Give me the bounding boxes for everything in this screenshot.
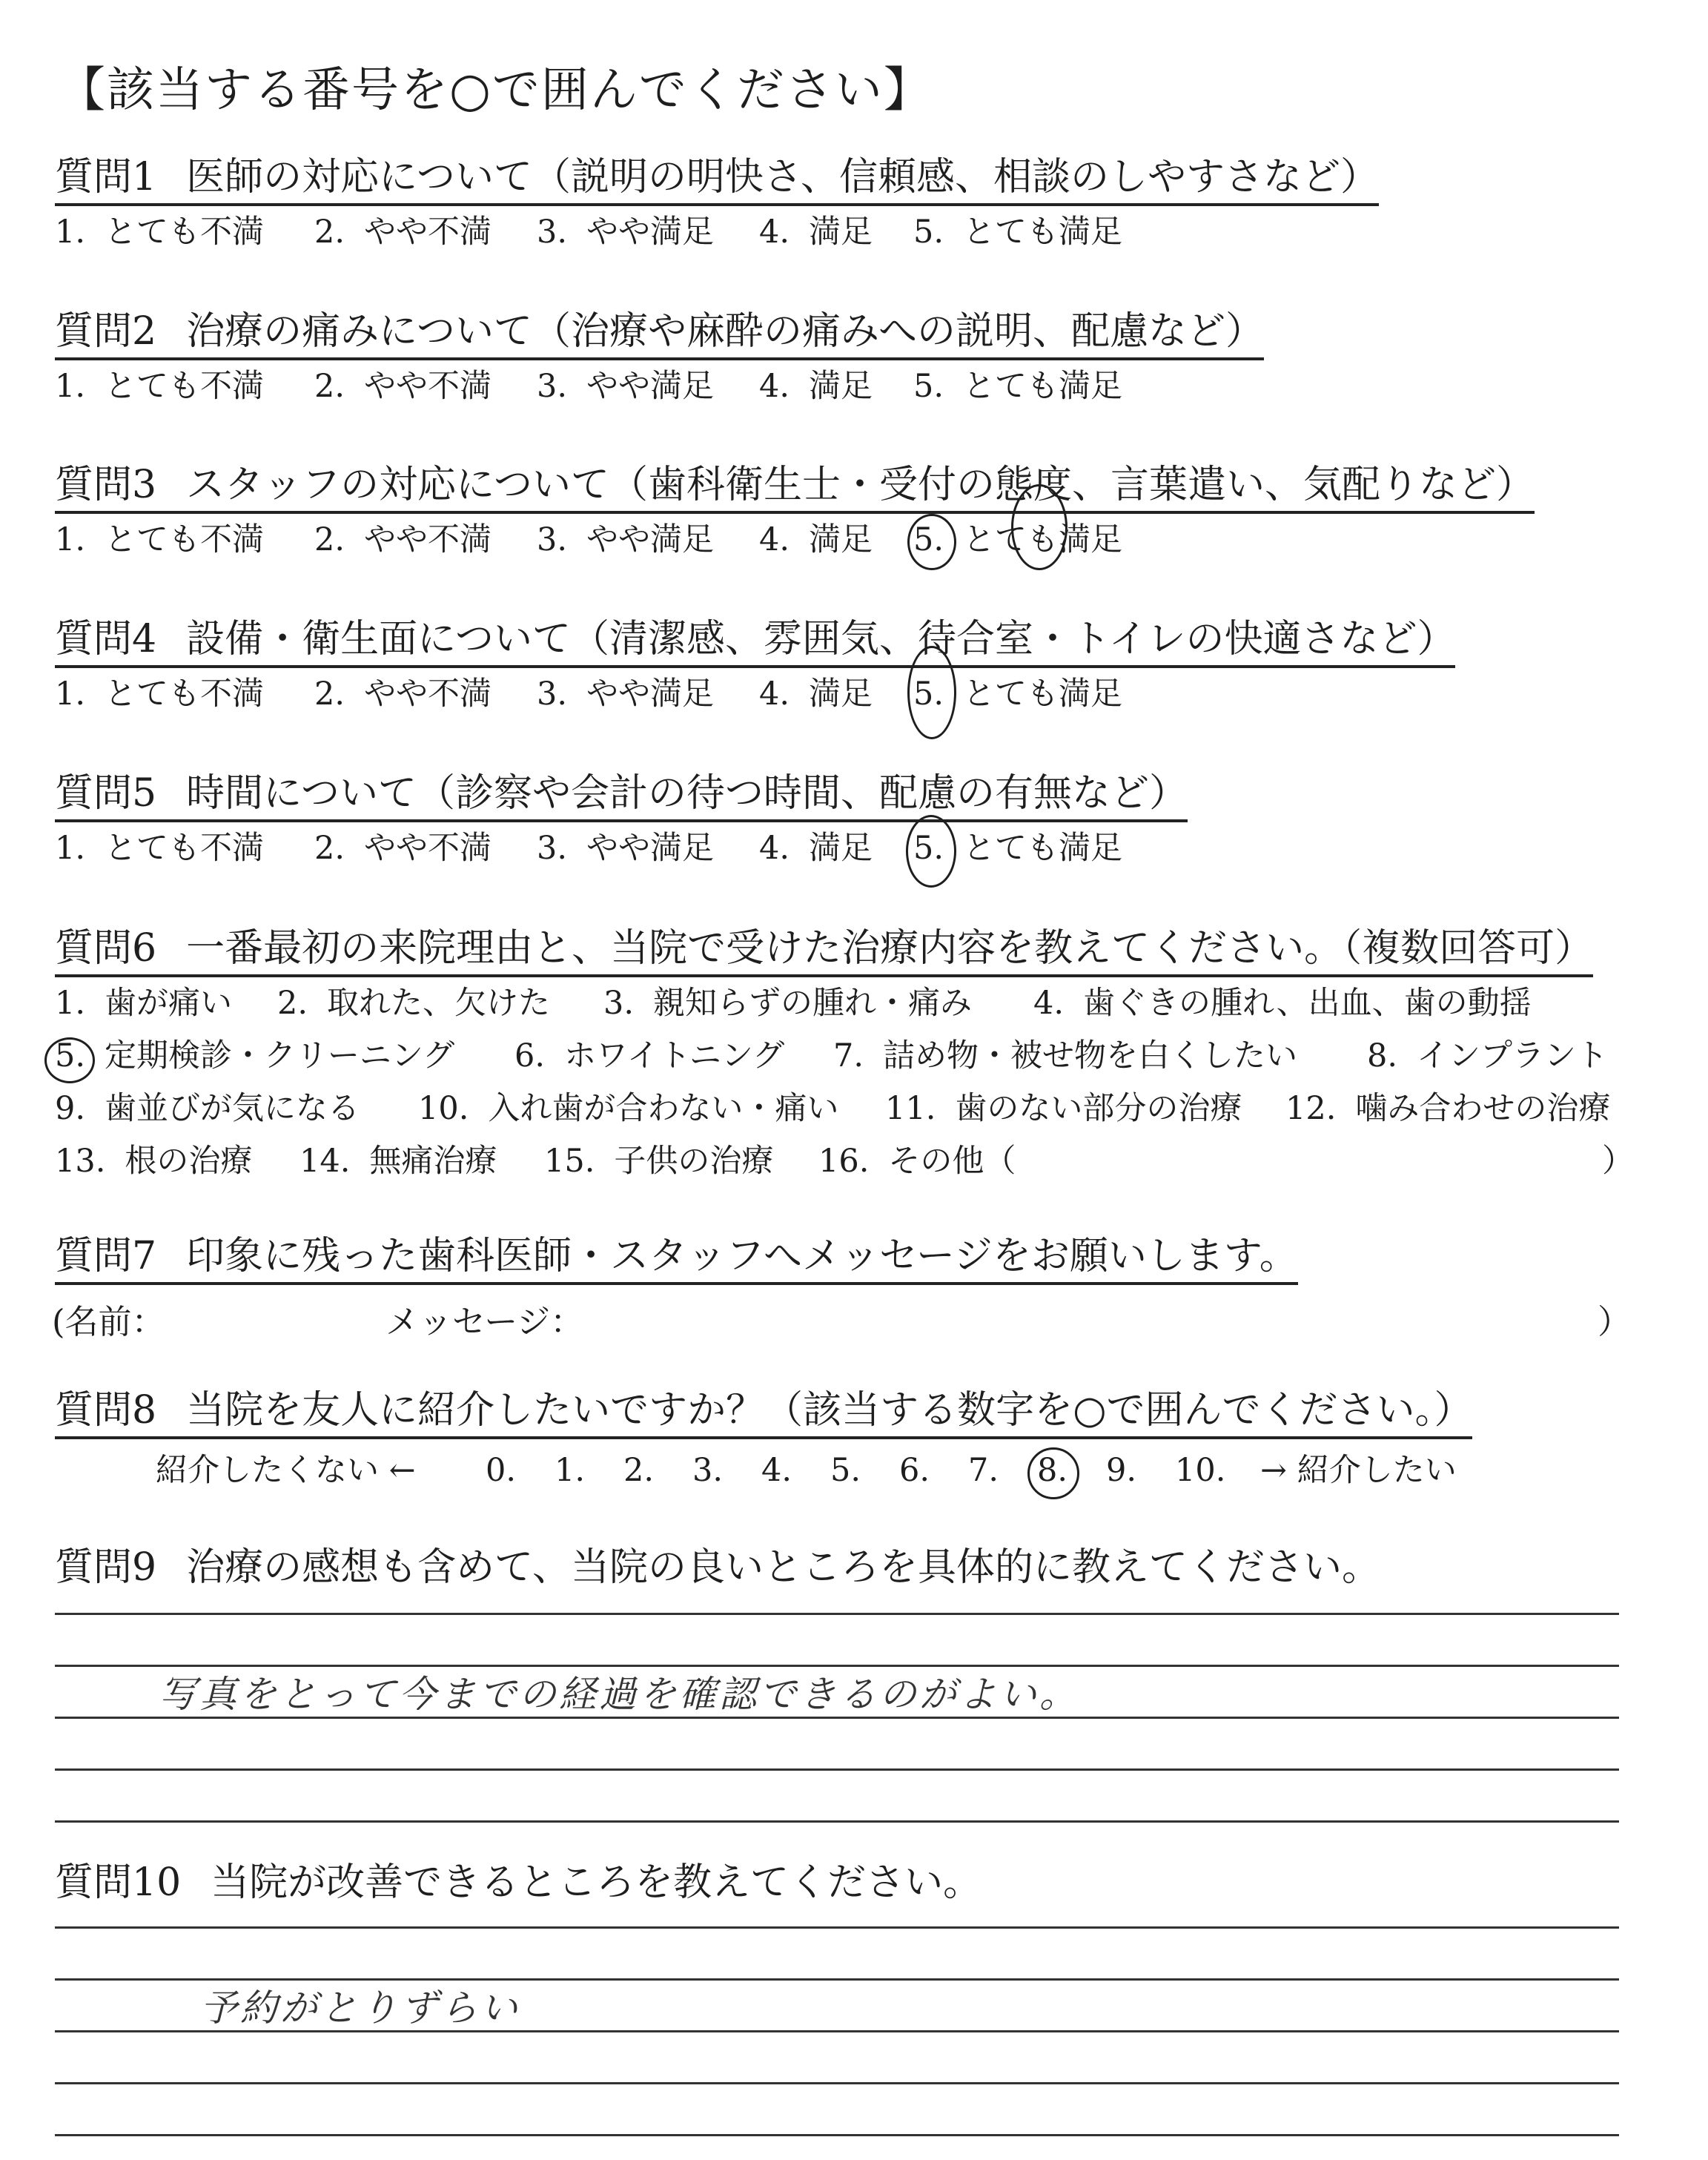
question-9-text: 治療の感想も含めて、当院の良いところを具体的に教えてください。	[186, 1545, 1381, 1590]
q6-option-13[interactable]: 13. 根の治療	[55, 1143, 253, 1180]
q6-option-3[interactable]: 3. 親知らずの腫れ・痛み	[603, 985, 973, 1022]
q7-message-field[interactable]: メッセージ：	[385, 1302, 584, 1341]
q4-option-1[interactable]: 1. とても不満	[55, 676, 265, 713]
question-2-heading	[55, 310, 1264, 360]
q6-option-10[interactable]: 10. 入れ歯が合わない・痛い	[418, 1090, 839, 1127]
q8-scale-10[interactable]: 10.	[1175, 1452, 1226, 1489]
q3-option-3[interactable]: 3. やや満足	[537, 521, 715, 558]
q8-scale-5[interactable]: 5.	[830, 1452, 861, 1489]
question-8-label: 質問8	[55, 1388, 157, 1433]
q2-option-5[interactable]: 5. とても満足	[913, 368, 1123, 405]
question-4-text: 設備・衛生面について（清潔感、雰囲気、待合室・トイレの快適さなど）	[186, 617, 1456, 661]
q6-option-4[interactable]: 4. 歯ぐきの腫れ、出血、歯の動揺	[1033, 985, 1532, 1022]
q4-option-5[interactable]: 5. とても満足	[913, 676, 1123, 713]
question-6-text: 一番最初の来院理由と、当院で受けた治療内容を教えてください。（複数回答可）	[186, 926, 1594, 971]
q8-scale-8[interactable]: 8.	[1037, 1452, 1068, 1489]
q6-option-11[interactable]: 11. 歯のない部分の治療	[885, 1090, 1242, 1127]
q8-scale-9[interactable]: 9.	[1106, 1452, 1137, 1489]
q1-option-2[interactable]: 2. やや不満	[314, 214, 492, 251]
question-5-label: 質問5	[55, 771, 157, 816]
q9-answer-line	[55, 1820, 1619, 1823]
q6-option-5[interactable]: 5. 定期検診・クリーニング	[55, 1037, 455, 1074]
question-5-text: 時間について（診察や会計の待つ時間、配慮の有無など）	[186, 771, 1188, 816]
q6-option-16[interactable]: 16. その他（	[818, 1143, 1016, 1180]
q3-option-4[interactable]: 4. 満足	[759, 521, 873, 558]
q1-option-5[interactable]: 5. とても満足	[913, 214, 1123, 251]
question-10-text: 当院が改善できるところを教えてください。	[211, 1860, 982, 1905]
q7-name-field[interactable]: (名前：	[52, 1302, 165, 1341]
q6-option-8[interactable]: 8. インプラント	[1367, 1037, 1609, 1074]
q5-option-1[interactable]: 1. とても不満	[55, 830, 265, 867]
q8-scale-2[interactable]: 2.	[623, 1452, 655, 1489]
q8-scale-0[interactable]: 0.	[486, 1452, 517, 1489]
q6-close-paren: ）	[1602, 1143, 1634, 1180]
q3-option-5[interactable]: 5. とても満足	[913, 521, 1123, 558]
q6-option-7[interactable]: 7. 詰め物・被せ物を白くしたい	[833, 1037, 1298, 1074]
q6-option-6[interactable]: 6. ホワイトニング	[514, 1037, 785, 1074]
q6-option-9[interactable]: 9. 歯並びが気になる	[55, 1090, 360, 1127]
q8-right-label: → 紹介したい	[1260, 1452, 1457, 1489]
q4-option-4[interactable]: 4. 満足	[759, 676, 873, 713]
q10-answer-line	[55, 2082, 1619, 2084]
question-1-heading	[55, 156, 1379, 206]
q5-option-3[interactable]: 3. やや満足	[537, 830, 715, 867]
q3-option-1[interactable]: 1. とても不満	[55, 521, 265, 558]
q9-handwritten-answer: 写真をとって今までの経過を確認できるのがよい。	[159, 1673, 1079, 1716]
question-10-heading	[55, 1861, 982, 1909]
question-8-heading	[55, 1389, 1472, 1439]
question-3-heading	[55, 463, 1535, 514]
question-2-label: 質問2	[55, 309, 157, 354]
question-4-heading	[55, 618, 1455, 668]
q4-option-3[interactable]: 3. やや満足	[537, 676, 715, 713]
q9-answer-line	[55, 1768, 1619, 1771]
question-6-label: 質問6	[55, 926, 157, 971]
q4-option-2[interactable]: 2. やや不満	[314, 676, 492, 713]
question-1-text: 医師の対応について（説明の明快さ、信頼感、相談のしやすさなど）	[186, 155, 1379, 199]
question-5-heading	[55, 772, 1188, 822]
q5-option-2[interactable]: 2. やや不満	[314, 830, 492, 867]
q6-option-2[interactable]: 2. 取れた、欠けた	[277, 985, 551, 1022]
question-7-label: 質問7	[55, 1234, 157, 1278]
q8-scale-3[interactable]: 3.	[692, 1452, 724, 1489]
question-7-text: 印象に残った歯科医師・スタッフへメッセージをお願いします。	[186, 1234, 1298, 1278]
question-1-label: 質問1	[55, 155, 157, 199]
question-4-label: 質問4	[55, 617, 157, 661]
q6-option-14[interactable]: 14. 無痛治療	[299, 1143, 497, 1180]
q3-option-2[interactable]: 2. やや不満	[314, 521, 492, 558]
q8-scale-6[interactable]: 6.	[899, 1452, 930, 1489]
question-2-text: 治療の痛みについて（治療や麻酔の痛みへの説明、配慮など）	[186, 309, 1265, 354]
q8-left-label: 紹介したくない ←	[156, 1452, 416, 1489]
q6-option-15[interactable]: 15. 子供の治療	[544, 1143, 774, 1180]
question-10-label: 質問10	[55, 1860, 182, 1905]
question-6-heading	[55, 927, 1593, 977]
q10-answer-line	[55, 2134, 1619, 2136]
q5-option-5[interactable]: 5. とても満足	[913, 830, 1123, 867]
q8-scale-1[interactable]: 1.	[555, 1452, 586, 1489]
q8-scale-7[interactable]: 7.	[968, 1452, 999, 1489]
q6-option-1[interactable]: 1. 歯が痛い	[55, 985, 233, 1022]
question-7-heading	[55, 1235, 1298, 1285]
q6-option-12[interactable]: 12. 噛み合わせの治療	[1285, 1090, 1611, 1127]
q9-answer-line	[55, 1613, 1619, 1615]
q8-scale-4[interactable]: 4.	[761, 1452, 792, 1489]
q1-option-1[interactable]: 1. とても不満	[55, 214, 265, 251]
question-3-text: スタッフの対応について（歯科衛生士・受付の態度、言葉遣い、気配りなど）	[186, 463, 1535, 507]
q10-answer-line	[55, 1926, 1619, 1929]
q2-option-2[interactable]: 2. やや不満	[314, 368, 492, 405]
q10-handwritten-answer: 予約がとりずらい	[200, 1986, 520, 2029]
q5-option-4[interactable]: 4. 満足	[759, 830, 873, 867]
q7-close-paren: ）	[1597, 1302, 1631, 1341]
page-title: 【該当する番号を○で囲んでください】	[58, 63, 933, 118]
q1-option-3[interactable]: 3. やや満足	[537, 214, 715, 251]
question-8-text: 当院を友人に紹介したいですか？（該当する数字を○で囲んでください。）	[186, 1388, 1473, 1433]
question-3-label: 質問3	[55, 463, 157, 507]
q2-option-1[interactable]: 1. とても不満	[55, 368, 265, 405]
q2-option-3[interactable]: 3. やや満足	[537, 368, 715, 405]
question-9-heading	[55, 1546, 1380, 1593]
q1-option-4[interactable]: 4. 満足	[759, 214, 873, 251]
q2-option-4[interactable]: 4. 満足	[759, 368, 873, 405]
question-9-label: 質問9	[55, 1545, 157, 1590]
